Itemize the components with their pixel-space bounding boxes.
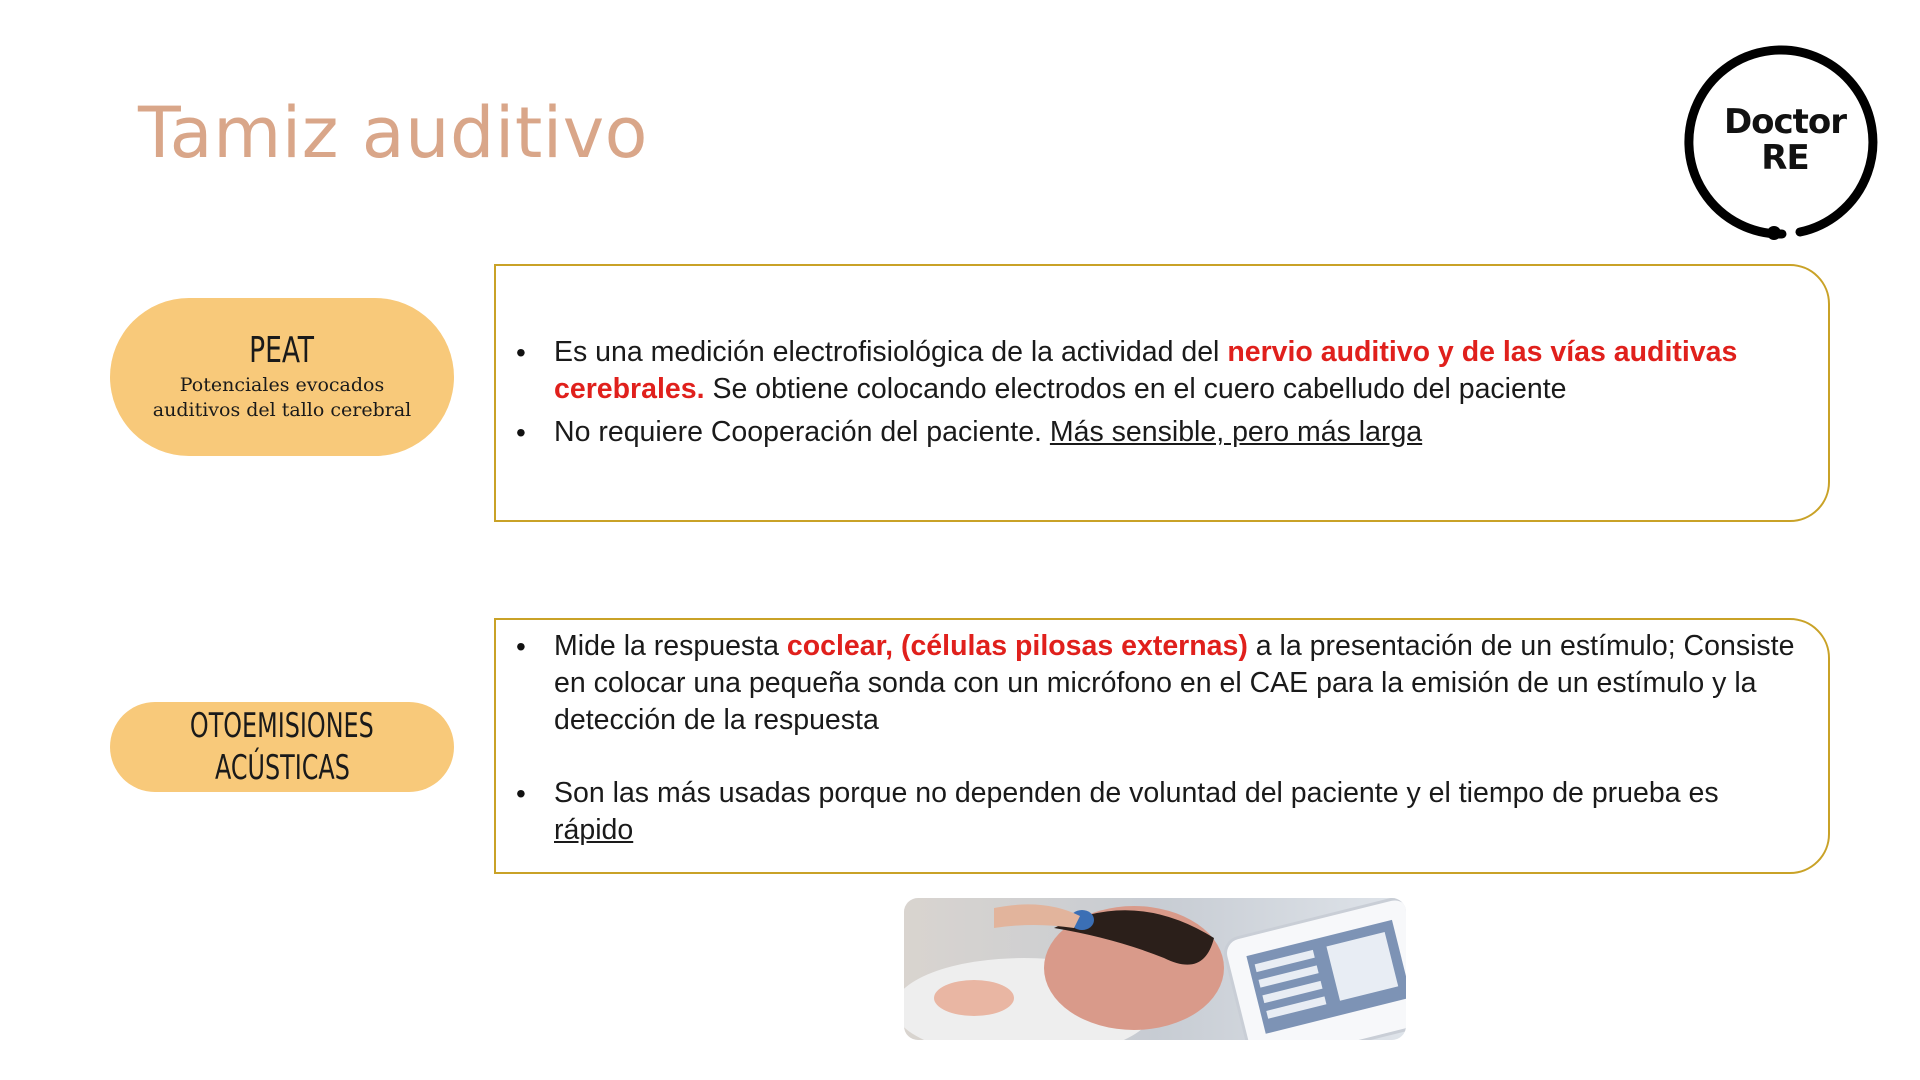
- otoemisiones-label-pill: [110, 702, 454, 792]
- otoemisiones-label-line-2: ACÚSTICAS: [214, 748, 350, 788]
- otoemisiones-bullet-1-text: Mide la respuesta: [554, 630, 787, 662]
- otoemisiones-bullet-list: [516, 628, 1802, 849]
- newborn-hearing-test-photo: [904, 898, 1406, 1040]
- doctor-re-logo: [1682, 40, 1888, 246]
- otoemisiones-bullet-1-highlight: coclear, (células pilosas externas): [786, 630, 1248, 662]
- logo-line-2: RE: [1761, 138, 1809, 178]
- peat-sublabel-line-1: Potenciales evocados: [179, 374, 385, 396]
- peat-bullet-2-underlined: Más sensible, pero más larga: [1049, 416, 1423, 448]
- peat-bullet-2-text: No requiere Cooperación del paciente.: [554, 416, 1050, 448]
- otoemisiones-description-box: [494, 618, 1830, 874]
- peat-bullet-list: [516, 334, 1802, 451]
- peat-bullet-1-text: Es una medición electrofisiológica de la actividad del: [554, 336, 1228, 368]
- peat-label-pill: [110, 298, 454, 456]
- otoemisiones-bullet-2-text: Son las más usadas porque no dependen de voluntad del paciente y el tiempo de prueba es: [554, 777, 1719, 809]
- otoemisiones-label-line-1: OTOEMISIONES: [190, 706, 374, 746]
- otoemisiones-bullet-1-rest: a la presentación de un estímulo; Consiste en colocar una pequeña sonda con un micrófono en el CAE para la emisión de un estímulo y la detección de la respuesta: [554, 630, 1795, 736]
- peat-bullet-2: [516, 414, 1802, 451]
- peat-label: PEAT: [249, 330, 315, 371]
- otoemisiones-bullet-2-underlined: rápido: [554, 814, 634, 846]
- peat-description-box: [494, 264, 1830, 522]
- peat-bullet-1: [516, 334, 1802, 408]
- logo-line-1: Doctor: [1723, 102, 1847, 142]
- otoemisiones-bullet-2: [516, 775, 1802, 849]
- peat-sublabel-line-2: auditivos del tallo cerebral: [152, 399, 412, 421]
- peat-bullet-1-rest: Se obtiene colocando electrodos en el cuero cabelludo del paciente: [704, 373, 1567, 405]
- peat-bullet-1-highlight: nervio auditivo y de las vías auditivas cerebrales.: [554, 336, 1738, 405]
- slide-title: Tamiz auditivo: [138, 92, 648, 174]
- otoemisiones-bullet-1: [516, 628, 1802, 739]
- logo-text: [1682, 104, 1888, 176]
